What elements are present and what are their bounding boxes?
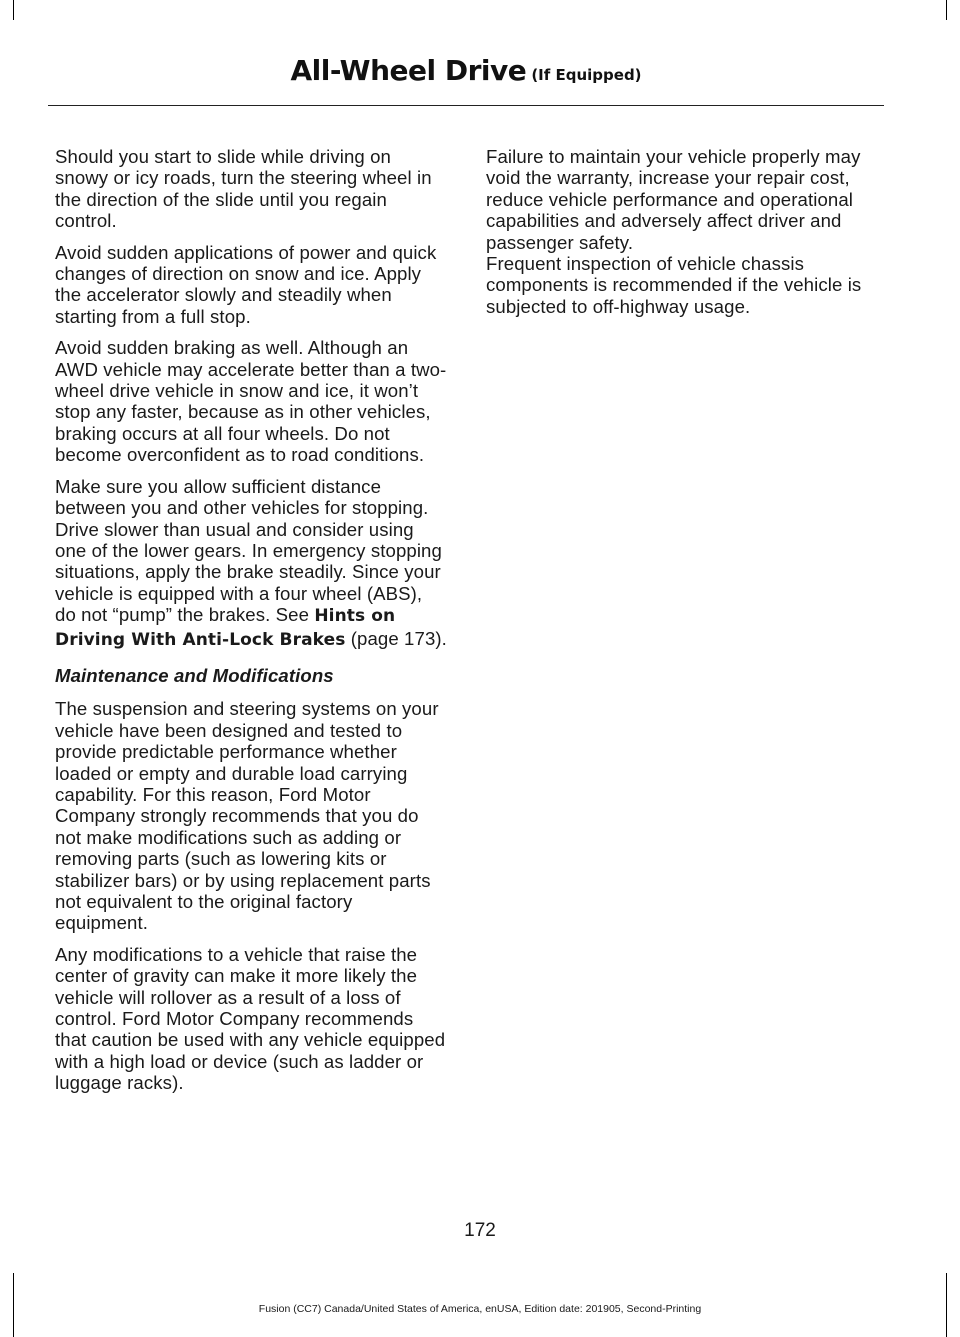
paragraph-suspension: The suspension and steering systems on your vehicle have been designed and tested to provide predictable performance whether loaded or empty and durable load carrying capability. For this reason, Ford Motor Company strongly recommends that you do not make modifications such as adding or removing parts (such as lowering kits or stabilizer bars) or by using replacement parts not equivalent to the original factory equipment.	[55, 698, 439, 934]
paragraph-slide-control: Should you start to slide while driving on snowy or icy roads, turn the steering wheel in the direction of the slide until you regain control.	[55, 146, 432, 232]
right-column	[486, 146, 880, 327]
page-number: 172	[464, 1220, 496, 1241]
page-header	[48, 54, 884, 87]
paragraph-sudden-power: Avoid sudden applications of power and quick changes of direction on snow and ice. Apply the accelerator slowly and steadily when starting from a full stop.	[55, 241, 437, 327]
section-heading: Maintenance and Modifications	[55, 664, 334, 686]
paragraph-maintenance: Failure to maintain your vehicle properly may void the warranty, increase your repair cost, reduce vehicle performance and operational capabilities and adversely affect driver and passenger safety.	[486, 146, 861, 253]
page-footer: Fusion (CC7) Canada/United States of America, enUSA, Edition date: 201905, Second-Printing	[258, 1303, 702, 1315]
paragraph-stopping-distance	[55, 476, 448, 651]
paragraph-sudden-braking: Avoid sudden braking as well. Although an AWD vehicle may accelerate better than a two-wheel drive vehicle in snow and ice, it won’t stop any faster, because as in other vehicles, braking occurs at all four wheels. Do not become overconfident as to road conditions.	[55, 337, 447, 466]
paragraph-modifications: Any modifications to a vehicle that raise the center of gravity can make it more likely the vehicle will rollover as a result of a loss of control. Ford Motor Company recommends that caution be used with any vehicle equipped with a high load or device (such as ladder or luggage racks).	[55, 943, 446, 1094]
paragraph-inspection: Frequent inspection of vehicle chassis components is recommended if the vehicle is subjected to off-highway usage.	[486, 253, 862, 317]
page-title: All-Wheel Drive	[290, 54, 527, 87]
cross-reference-link[interactable]: Hints on Driving With Anti-Lock Brakes	[55, 606, 396, 650]
stopping-distance-text: Make sure you allow sufficient distance between you and other vehicles for stopping. Drive slower than usual and consider using one of the lower gears. In emergency stopping situations, apply the brake steadily. Since your vehicle is equipped with a four wheel (ABS), do not “pump” the brakes. See	[55, 475, 442, 626]
crop-mark-top-right	[946, 0, 947, 20]
cross-reference-page: (page 173).	[350, 627, 447, 649]
left-column	[55, 146, 448, 1104]
crop-mark-top-left	[13, 0, 14, 20]
page-subtitle: (If Equipped)	[531, 66, 642, 84]
header-divider	[48, 105, 884, 106]
